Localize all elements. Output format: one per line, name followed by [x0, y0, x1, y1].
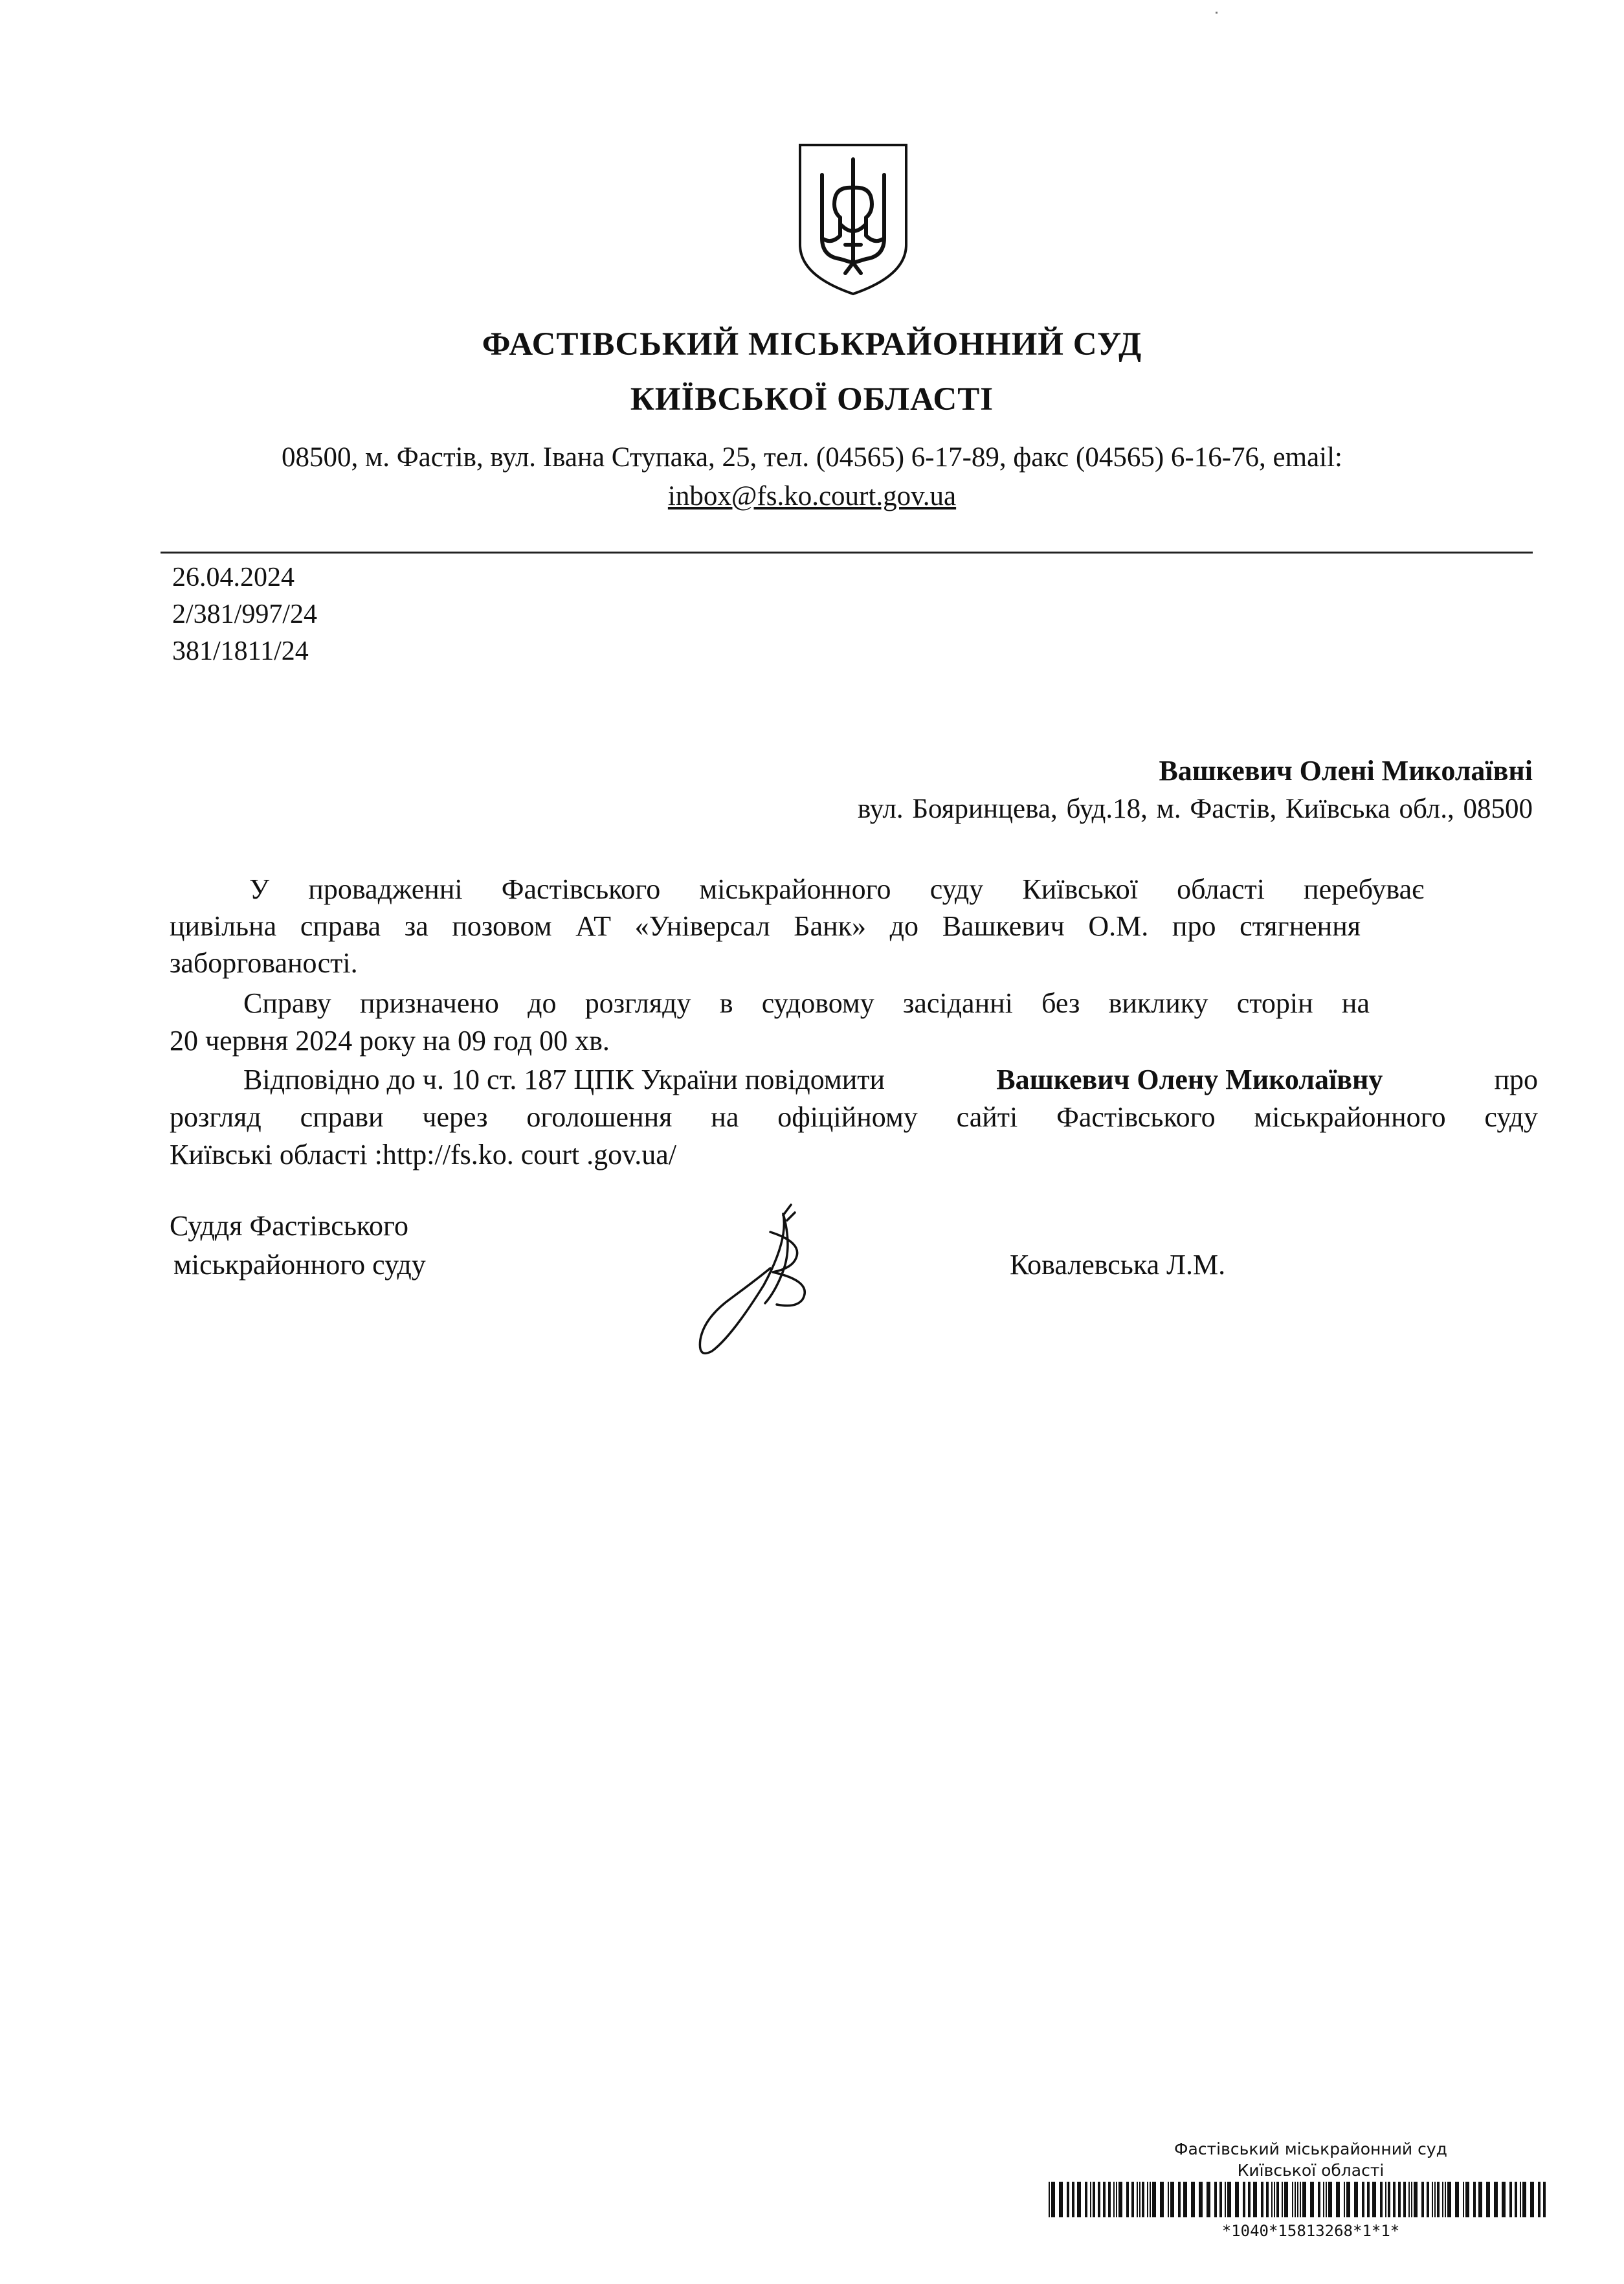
barcode-bar — [1328, 2182, 1332, 2217]
barcode-bar — [1380, 2182, 1383, 2217]
barcode-bar — [1336, 2182, 1340, 2217]
paragraph-3-line-3: Київські області :http://fs.ko. court .gov.ua/ — [170, 1139, 677, 1170]
judge-title-line2: міськрайонного суду — [173, 1249, 426, 1281]
barcode-bar — [1318, 2182, 1320, 2217]
barcode-bar — [1538, 2182, 1541, 2217]
barcode-bar — [1059, 2182, 1063, 2217]
barcode-bar — [1432, 2182, 1433, 2217]
barcode-bar — [1085, 2182, 1087, 2217]
paragraph-3-text-b: про — [1494, 1064, 1538, 1095]
barcode-bar — [1478, 2182, 1482, 2217]
barcode-bar — [1442, 2182, 1443, 2217]
barcode-bar — [1142, 2182, 1144, 2217]
recipient-name: Вашкевич Олені Миколаївні — [1159, 755, 1533, 787]
paragraph-1-line-2: цивільна справа за позовом АТ «Універсал Банк» до Вашкевич О.М. про стягнення — [170, 910, 1361, 942]
barcode-bar — [1295, 2182, 1296, 2217]
case-number: 381/1811/24 — [172, 636, 309, 666]
barcode-bar — [1408, 2182, 1410, 2217]
barcode-bar — [1297, 2182, 1298, 2217]
barcode-bar — [1235, 2182, 1239, 2217]
barcode-bar — [1300, 2182, 1301, 2217]
barcode-bar — [1150, 2182, 1151, 2217]
barcode-bar — [1253, 2182, 1257, 2217]
barcode-bar — [1354, 2182, 1358, 2217]
barcode-bar — [1191, 2182, 1195, 2217]
barcode-bar — [1427, 2182, 1429, 2217]
header-divider — [161, 552, 1533, 554]
barcode-bar — [1170, 2182, 1174, 2217]
barcode-bar — [1282, 2182, 1283, 2217]
barcode-bar — [1168, 2182, 1169, 2217]
scan-mark — [1216, 12, 1218, 14]
handwritten-signature — [686, 1201, 841, 1360]
coat-of-arms-icon — [795, 141, 911, 297]
barcode-bar — [1116, 2182, 1117, 2217]
barcode-bar — [1266, 2182, 1269, 2217]
barcode-bar — [1292, 2182, 1293, 2217]
barcode-bar — [1393, 2182, 1396, 2217]
barcode-bar — [1522, 2182, 1526, 2217]
barcode-bar — [1494, 2182, 1498, 2217]
barcode-bar — [1108, 2182, 1111, 2217]
paragraph-3-line-2: розгляд справи через оголошення на офіційному сайті Фастівського міськрайонного суду — [170, 1101, 1538, 1133]
barcode-bar — [1126, 2182, 1129, 2217]
stamp-region: Київської області — [1237, 2161, 1385, 2180]
barcode-bar — [1310, 2182, 1314, 2217]
barcode-bar — [1227, 2182, 1231, 2217]
barcode-bar — [1411, 2182, 1412, 2217]
barcode-bar — [1077, 2182, 1081, 2217]
barcode-bar — [1118, 2182, 1122, 2217]
barcode-bar — [1098, 2182, 1100, 2217]
barcode-bar — [1271, 2182, 1273, 2217]
barcode-bar — [1302, 2182, 1306, 2217]
barcode-bar — [1139, 2182, 1140, 2217]
barcode-bar — [1248, 2182, 1251, 2217]
court-email-line — [0, 480, 1624, 512]
barcode-bar — [1385, 2182, 1386, 2217]
barcode-bar — [1455, 2182, 1459, 2217]
barcode-bar — [1067, 2182, 1069, 2217]
barcode-bar — [1243, 2182, 1245, 2217]
barcode-bar — [1276, 2182, 1279, 2217]
barcode-bar — [1103, 2182, 1106, 2217]
barcode-bar — [1509, 2182, 1512, 2217]
court-contacts: 08500, м. Фастів, вул. Івана Ступака, 25, тел. (04565) 6-17-89, факс (04565) 6-16-76, email: — [282, 442, 1342, 473]
barcode-bar — [1131, 2182, 1134, 2217]
barcode-number: *1040*15813268*1*1* — [1221, 2222, 1400, 2240]
barcode-bar — [1437, 2182, 1440, 2217]
paragraph-2-line-1: Справу призначено до розгляду в судовому засіданні без виклику сторін на — [243, 987, 1370, 1019]
barcode-bar — [1372, 2182, 1376, 2217]
paragraph-3-line-1 — [243, 1063, 1538, 1096]
barcode-bar — [1362, 2182, 1364, 2217]
barcode-bar — [1447, 2182, 1451, 2217]
barcode-bar — [1515, 2182, 1517, 2217]
paragraph-3-text-a: Відповідно до ч. 10 ст. 187 ЦПК України повідомити — [243, 1064, 885, 1095]
barcode-bar — [1152, 2182, 1156, 2217]
barcode-bar — [1414, 2182, 1418, 2217]
barcode-bar — [1486, 2182, 1490, 2217]
court-email-link[interactable]: inbox@fs.ko.court.gov.ua — [667, 481, 957, 511]
barcode-bar — [1344, 2182, 1345, 2217]
barcode-bar — [1113, 2182, 1115, 2217]
barcode-bar — [1326, 2182, 1327, 2217]
judge-name: Ковалевська Л.М. — [1010, 1249, 1226, 1281]
barcode-bar — [1093, 2182, 1095, 2217]
barcode-bar — [1178, 2182, 1181, 2217]
barcode-bar — [1520, 2182, 1521, 2217]
document-date: 26.04.2024 — [172, 563, 295, 592]
barcode-bar — [1502, 2182, 1506, 2217]
paragraph-2-line-2: 20 червня 2024 року на 09 год 00 хв. — [170, 1025, 610, 1057]
barcode-bar — [1434, 2182, 1436, 2217]
barcode-bar — [1403, 2182, 1406, 2217]
barcode-bar — [1261, 2182, 1263, 2217]
barcode-bar — [1199, 2182, 1203, 2217]
judge-title-line1: Суддя Фастівського — [170, 1210, 408, 1242]
barcode-bar — [1160, 2182, 1164, 2217]
stamp-court-name: Фастівський міськрайонний суд — [1174, 2140, 1447, 2158]
court-name-line1: ФАСТІВСЬКИЙ МІСЬКРАЙОННИЙ СУД — [482, 326, 1142, 363]
barcode-bar — [1090, 2182, 1091, 2217]
recipient-address: вул. Бояринцева, буд.18, м. Фастів, Київська обл., 08500 — [857, 794, 1533, 824]
barcode-bar — [1207, 2182, 1210, 2217]
barcode-bar — [1463, 2182, 1464, 2217]
barcode-bar — [1465, 2182, 1469, 2217]
barcode-bar — [1445, 2182, 1446, 2217]
barcode — [1049, 2182, 1550, 2217]
barcode-bar — [1183, 2182, 1187, 2217]
barcode-bar — [1049, 2182, 1050, 2217]
outgoing-number: 2/381/997/24 — [172, 599, 318, 629]
barcode-bar — [1543, 2182, 1546, 2217]
barcode-bar — [1530, 2182, 1534, 2217]
barcode-bar — [1072, 2182, 1074, 2217]
paragraph-1-line-1: У провадженні Фастівського міськрайонного суду Київської області перебуває — [249, 873, 1424, 905]
barcode-bar — [1367, 2182, 1370, 2217]
barcode-bar — [1225, 2182, 1226, 2217]
barcode-bar — [1147, 2182, 1148, 2217]
barcode-bar — [1323, 2182, 1324, 2217]
notified-person-name: Вашкевич Олену Миколаївну — [996, 1064, 1383, 1095]
barcode-bar — [1214, 2182, 1217, 2217]
paragraph-1-line-3: заборгованості. — [170, 947, 358, 979]
barcode-bar — [1137, 2182, 1138, 2217]
barcode-bar — [1421, 2182, 1424, 2217]
barcode-bar — [1398, 2182, 1401, 2217]
barcode-bar — [1051, 2182, 1055, 2217]
court-name-line2: КИЇВСЬКОЇ ОБЛАСТІ — [630, 381, 994, 418]
barcode-bar — [1274, 2182, 1275, 2217]
barcode-bar — [1388, 2182, 1390, 2217]
barcode-bar — [1346, 2182, 1350, 2217]
barcode-bar — [1284, 2182, 1288, 2217]
barcode-bar — [1219, 2182, 1222, 2217]
barcode-bar — [1473, 2182, 1476, 2217]
